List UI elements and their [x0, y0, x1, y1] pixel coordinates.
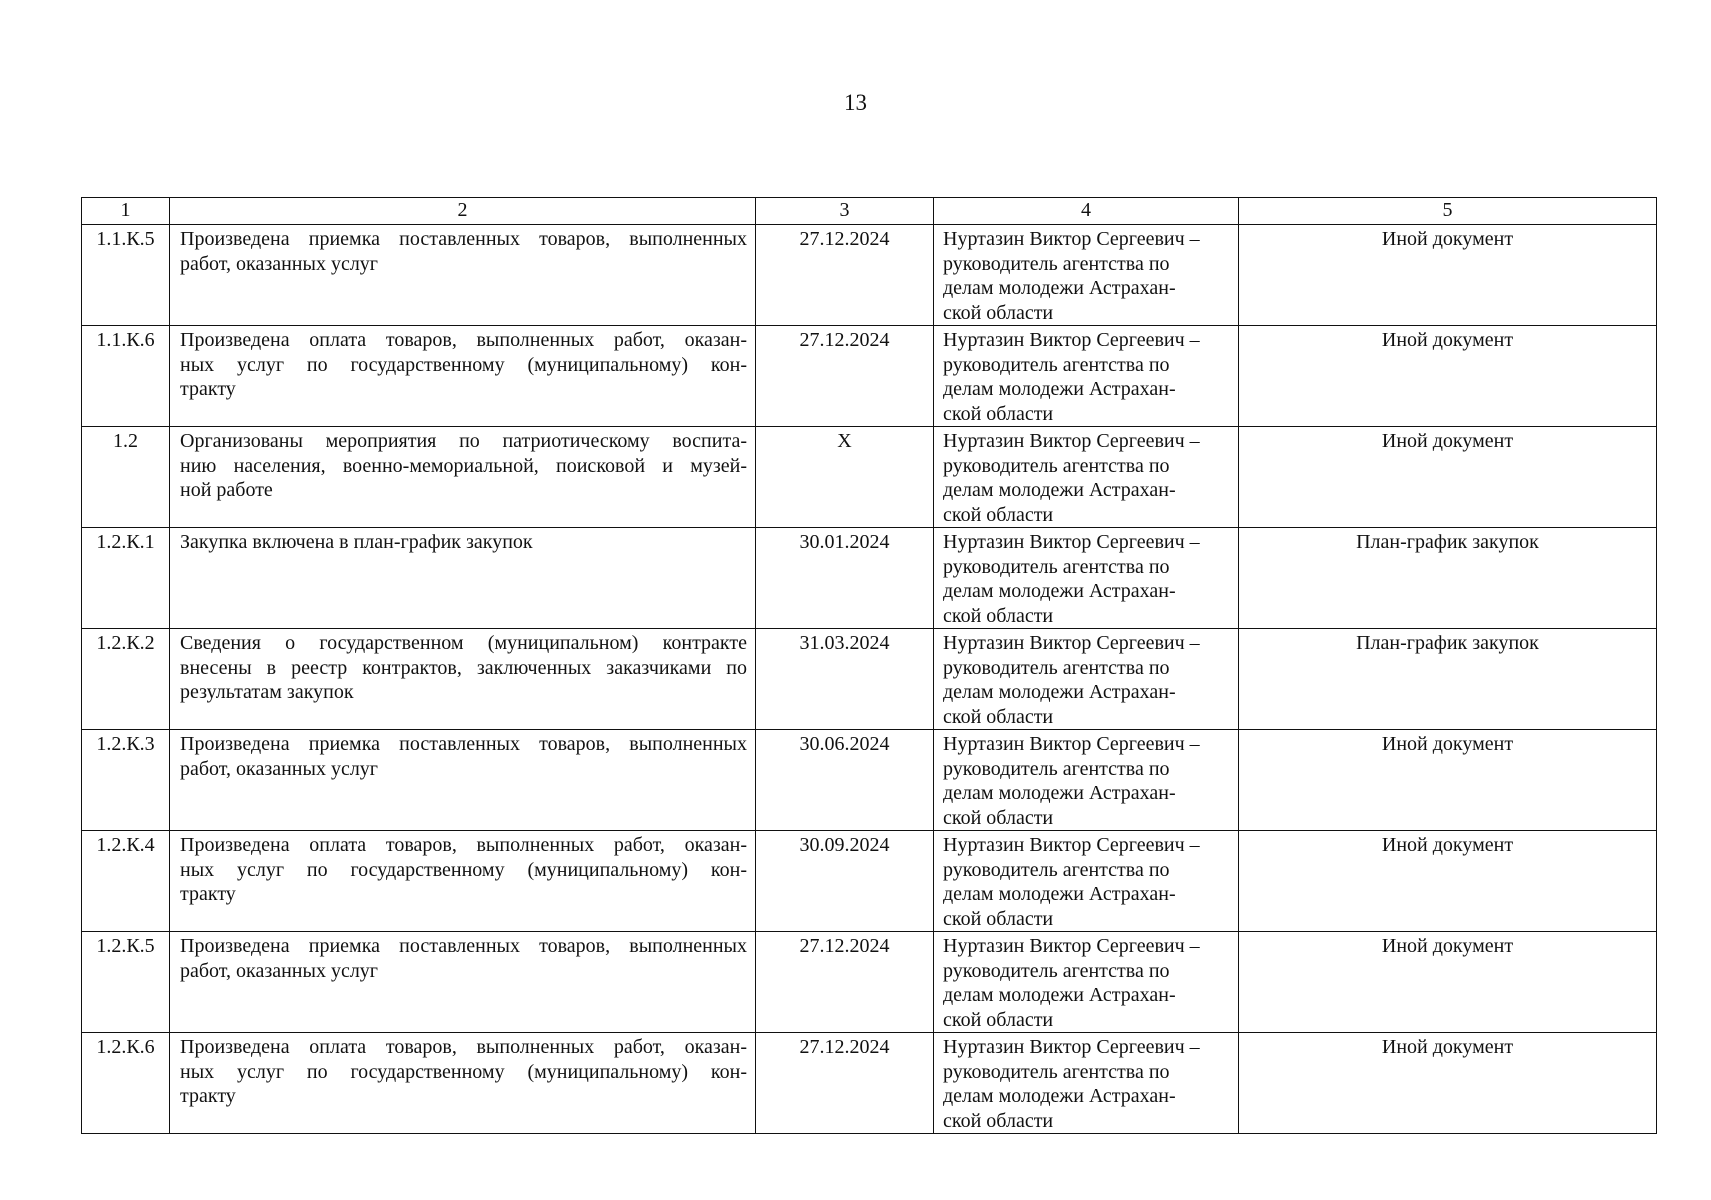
cell-document: Иной документ: [1239, 932, 1657, 1033]
cell-date: 30.01.2024: [756, 528, 934, 629]
cell-document: Иной документ: [1239, 831, 1657, 932]
result-line: Произведена приемка поставленных товаров, выполненных: [180, 935, 747, 957]
cell-code: 1.2.К.6: [82, 1033, 170, 1134]
responsible-line: ской области: [943, 806, 1054, 829]
cell-result: [170, 730, 756, 831]
table-body: [82, 225, 1657, 1134]
responsible-line: руководитель агентства по: [943, 959, 1170, 982]
result-line: ных услуг по государственному (муниципальному) кон-: [180, 858, 747, 881]
table-row: [82, 326, 1657, 427]
header-col-5: 5: [1239, 198, 1657, 225]
result-line: тракту: [180, 1085, 236, 1107]
cell-result: [170, 629, 756, 730]
responsible-line: Нуртазин Виктор Сергеевич –: [943, 935, 1200, 957]
cell-code: 1.1.К.6: [82, 326, 170, 427]
cell-code: 1.2.К.2: [82, 629, 170, 730]
cell-responsible: [934, 1033, 1239, 1134]
result-line: нию населения, военно-мемориальной, поисковой и музей-: [180, 454, 747, 477]
responsible-line: ской области: [943, 503, 1054, 526]
result-line: ных услуг по государственному (муниципальному) кон-: [180, 1060, 747, 1083]
cell-result: [170, 1033, 756, 1134]
responsible-line: ской области: [943, 705, 1054, 728]
result-line: Произведена оплата товаров, выполненных работ, оказан-: [180, 1036, 747, 1058]
cell-result: [170, 932, 756, 1033]
cell-document: Иной документ: [1239, 1033, 1657, 1134]
header-col-1: 1: [82, 198, 170, 225]
table-header: [82, 198, 1657, 225]
cell-code: 1.2.К.1: [82, 528, 170, 629]
cell-date: 27.12.2024: [756, 932, 934, 1033]
header-col-4: 4: [934, 198, 1239, 225]
cell-document: Иной документ: [1239, 730, 1657, 831]
result-line: ной работе: [180, 479, 273, 501]
responsible-line: Нуртазин Виктор Сергеевич –: [943, 228, 1200, 250]
page-number: 13: [844, 90, 867, 115]
responsible-line: Нуртазин Виктор Сергеевич –: [943, 531, 1200, 553]
cell-result: [170, 831, 756, 932]
responsible-line: руководитель агентства по: [943, 353, 1170, 376]
cell-date: 30.09.2024: [756, 831, 934, 932]
result-line: Произведена оплата товаров, выполненных работ, оказан-: [180, 329, 747, 351]
result-line: работ, оказанных услуг: [180, 959, 378, 982]
table-row: [82, 831, 1657, 932]
cell-date: Х: [756, 427, 934, 528]
responsible-line: ской области: [943, 907, 1054, 930]
responsible-line: ской области: [943, 402, 1054, 425]
table-row: [82, 528, 1657, 629]
table-row: [82, 932, 1657, 1033]
responsible-line: Нуртазин Виктор Сергеевич –: [943, 733, 1200, 755]
cell-date: 27.12.2024: [756, 326, 934, 427]
cell-result: [170, 427, 756, 528]
table-row: [82, 225, 1657, 326]
result-line: внесены в реестр контрактов, заключенных заказчиками по: [180, 656, 747, 679]
responsible-line: руководитель агентства по: [943, 555, 1170, 578]
result-line: Произведена оплата товаров, выполненных работ, оказан-: [180, 834, 747, 856]
cell-code: 1.2.К.3: [82, 730, 170, 831]
cell-responsible: [934, 730, 1239, 831]
cell-responsible: [934, 225, 1239, 326]
responsible-line: делам молодежи Астрахан-: [943, 782, 1176, 804]
cell-responsible: [934, 831, 1239, 932]
cell-responsible: [934, 629, 1239, 730]
cell-responsible: [934, 427, 1239, 528]
responsible-line: руководитель агентства по: [943, 1060, 1170, 1083]
cell-date: 31.03.2024: [756, 629, 934, 730]
responsible-line: делам молодежи Астрахан-: [943, 1085, 1176, 1107]
responsible-line: делам молодежи Астрахан-: [943, 681, 1176, 703]
result-line: тракту: [180, 883, 236, 905]
responsible-line: делам молодежи Астрахан-: [943, 883, 1176, 905]
table-row: [82, 629, 1657, 730]
responsible-line: делам молодежи Астрахан-: [943, 277, 1176, 299]
cell-date: 27.12.2024: [756, 225, 934, 326]
cell-result: [170, 528, 756, 629]
cell-responsible: [934, 932, 1239, 1033]
cell-document: План-график закупок: [1239, 629, 1657, 730]
responsible-line: Нуртазин Виктор Сергеевич –: [943, 430, 1200, 452]
result-line: Сведения о государственном (муниципальном) контракте: [180, 632, 747, 654]
result-line: ных услуг по государственному (муниципальному) кон-: [180, 353, 747, 376]
cell-code: 1.2.К.4: [82, 831, 170, 932]
cell-result: [170, 225, 756, 326]
header-col-2: 2: [170, 198, 756, 225]
cell-document: Иной документ: [1239, 225, 1657, 326]
cell-code: 1.1.К.5: [82, 225, 170, 326]
responsible-line: ской области: [943, 1008, 1054, 1031]
cell-responsible: [934, 528, 1239, 629]
responsible-line: Нуртазин Виктор Сергеевич –: [943, 1036, 1200, 1058]
cell-code: 1.2: [82, 427, 170, 528]
result-line: результатам закупок: [180, 681, 354, 703]
result-line: Закупка включена в план-график закупок: [180, 531, 533, 553]
cell-date: 27.12.2024: [756, 1033, 934, 1134]
cell-responsible: [934, 326, 1239, 427]
responsible-line: Нуртазин Виктор Сергеевич –: [943, 632, 1200, 654]
responsible-line: делам молодежи Астрахан-: [943, 479, 1176, 501]
responsible-line: Нуртазин Виктор Сергеевич –: [943, 834, 1200, 856]
table-row: [82, 1033, 1657, 1134]
result-line: Произведена приемка поставленных товаров, выполненных: [180, 733, 747, 755]
header-row: [82, 198, 1657, 225]
responsible-line: делам молодежи Астрахан-: [943, 580, 1176, 602]
result-line: работ, оказанных услуг: [180, 252, 378, 275]
responsible-line: руководитель агентства по: [943, 454, 1170, 477]
cell-code: 1.2.К.5: [82, 932, 170, 1033]
responsible-line: ской области: [943, 301, 1054, 324]
cell-result: [170, 326, 756, 427]
responsible-line: руководитель агентства по: [943, 858, 1170, 881]
responsible-line: ской области: [943, 1109, 1054, 1132]
cell-document: Иной документ: [1239, 427, 1657, 528]
cell-document: Иной документ: [1239, 326, 1657, 427]
responsible-line: руководитель агентства по: [943, 757, 1170, 780]
responsible-line: ской области: [943, 604, 1054, 627]
result-line: тракту: [180, 378, 236, 400]
cell-document: План-график закупок: [1239, 528, 1657, 629]
cell-date: 30.06.2024: [756, 730, 934, 831]
responsible-line: делам молодежи Астрахан-: [943, 378, 1176, 400]
responsible-line: делам молодежи Астрахан-: [943, 984, 1176, 1006]
responsible-line: Нуртазин Виктор Сергеевич –: [943, 329, 1200, 351]
table-row: [82, 730, 1657, 831]
control-points-table: [81, 197, 1657, 1134]
responsible-line: руководитель агентства по: [943, 252, 1170, 275]
result-line: Произведена приемка поставленных товаров, выполненных: [180, 228, 747, 250]
responsible-line: руководитель агентства по: [943, 656, 1170, 679]
header-col-3: 3: [756, 198, 934, 225]
result-line: работ, оказанных услуг: [180, 757, 378, 780]
result-line: Организованы мероприятия по патриотическому воспита-: [180, 430, 747, 452]
table-row: [82, 427, 1657, 528]
